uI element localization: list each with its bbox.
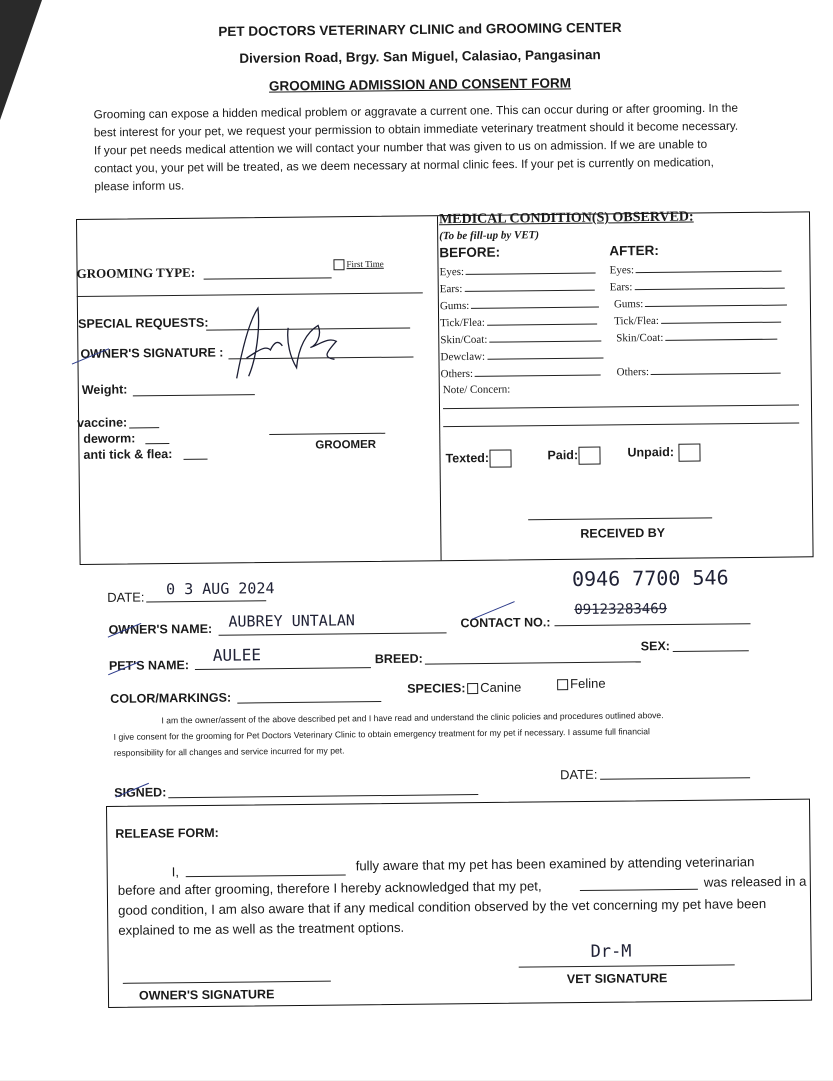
breed-label: BREED: [374,651,423,667]
contact-field[interactable] [554,623,750,626]
canine-label: Canine [480,679,522,696]
owner-name-label: OWNER'S NAME: [108,621,213,637]
release-owner-signature-label: OWNER'S SIGNATURE [138,987,275,1003]
after-item[interactable]: Skin/Coat: [610,329,788,348]
color-markings-field[interactable] [237,701,381,704]
release-text-c: was released in a [703,873,807,890]
release-title: RELEASE FORM: [115,825,219,841]
medical-subtitle: (To be fill-up by VET) [439,229,540,243]
signed-field[interactable] [168,794,478,798]
before-item[interactable]: Others: [441,364,604,383]
owner-name-value: AUBREY UNTALAN [228,611,355,631]
after-label: AFTER: [609,242,659,259]
pet-name-field[interactable] [195,667,371,670]
texted-label: Texted: [445,450,490,466]
paid-label: Paid: [547,448,579,463]
consent-line-1: I am the owner/assent of the above described pet and I have read and understand the clinic policies and procedures outlined above. [161,710,664,726]
consent-date-label: DATE: [559,766,598,783]
release-text-d: good condition, I am also aware that if any medical condition observed by the vet concerning my pet have been [118,896,767,918]
owner-signature-label: OWNER'S SIGNATURE : [80,345,224,361]
groomer-label: GROOMER [315,438,377,452]
received-by-label: RECEIVED BY [580,525,666,541]
before-item[interactable]: Tick/Flea: [440,313,603,332]
anti-tick-label: anti tick & flea: [83,447,173,462]
date-label: DATE: [107,589,145,605]
vet-signature-field[interactable] [519,964,735,967]
before-item[interactable]: Ears: [440,279,603,298]
sex-field[interactable] [673,650,749,652]
form-title: GROOMING ADMISSION AND CONSENT FORM [268,75,572,94]
vet-signature-label: VET SIGNATURE [566,971,668,987]
canine-option[interactable] [467,680,521,696]
canine-checkbox[interactable] [467,683,478,694]
species-label: SPECIES: [407,681,466,696]
contact-struck-value: 09123283469 [574,601,668,619]
after-item[interactable]: Eyes: [609,261,787,280]
deworm-label: deworm: [83,431,136,446]
special-requests-label: SPECIAL REQUESTS: [78,315,209,331]
date-field[interactable] [146,600,266,602]
feline-checkbox[interactable] [557,679,568,690]
sex-label: SEX: [640,639,670,654]
vet-initials: Dr-M [590,941,632,962]
clinic-address: Diversion Road, Brgy. San Miguel, Calasiao, Pangasinan [239,47,601,66]
after-item[interactable]: Gums: [610,295,788,314]
weight-label: Weight: [81,382,128,397]
unpaid-label: Unpaid: [627,445,675,460]
consent-date-field[interactable] [600,777,750,780]
release-i-label: I, [171,864,180,880]
first-time-label: First Time [346,258,384,270]
consent-line-3: responsibility for all changes and service incurred for my pet. [113,745,345,758]
before-item[interactable]: Skin/Coat: [440,330,603,349]
color-markings-label: COLOR/MARKINGS: [110,690,232,706]
contact-value: 0946 7700 546 [571,565,729,592]
release-text-a: fully aware that my pet has been examined by attending veterinarian [355,854,755,874]
before-label: BEFORE: [439,244,501,261]
consent-line-2: I give consent for the grooming for Pet Doctors Veterinary Clinic to obtain emergency treatment for my pet if necessary. I assume full financial [113,726,650,742]
owner-name-field[interactable] [219,632,447,635]
after-item[interactable]: Others: [611,363,789,382]
vaccine-label: vaccine: [77,415,128,430]
release-owner-signature-field[interactable] [123,981,331,984]
signed-label: SIGNED: [114,785,167,800]
grooming-type-label: GROOMING TYPE: [76,264,196,281]
pet-name-value: AULEE [212,645,262,665]
release-owner-name-field[interactable] [186,874,346,877]
contact-label: CONTACT NO.: [460,615,551,631]
medical-title: MEDICAL CONDITION(S) OBSERVED: [438,209,694,228]
feline-option[interactable] [557,676,606,692]
date-value: 0 3 AUG 2024 [166,579,275,599]
release-text-b: before and after grooming, therefore I hereby acknowledged that my pet, [117,878,542,898]
release-form-box [106,799,812,1008]
note-label: Note/ Concern: [442,383,511,397]
after-item[interactable]: Ears: [610,278,788,297]
clinic-name: PET DOCTORS VETERINARY CLINIC and GROOMING CENTER [218,19,622,40]
breed-field[interactable] [425,661,641,664]
release-text-e: explained to me as well as the treatment options. [118,919,405,938]
after-item[interactable]: Tick/Flea: [610,312,788,331]
before-item[interactable]: Eyes: [439,262,602,281]
feline-label: Feline [570,675,606,692]
release-pet-name-field[interactable] [580,889,698,891]
intro-paragraph: Grooming can expose a hidden medical problem or aggravate a current one. This can occur during or after grooming. In the best interest for your pet, we request your permission to obtain immediate veterinary treatment should it become necessary. If your pet needs medical attention we will contact your number that was given to us on admission. If we are unable to contact you, your pet will be treated, as we deem necessary at normal clinic fees. If your pet is currently on medication, please inform us. [93,100,739,194]
before-item[interactable]: Gums: [440,296,603,315]
pet-name-label: PET'S NAME: [108,658,190,673]
before-item[interactable]: Dewclaw: [440,347,603,366]
